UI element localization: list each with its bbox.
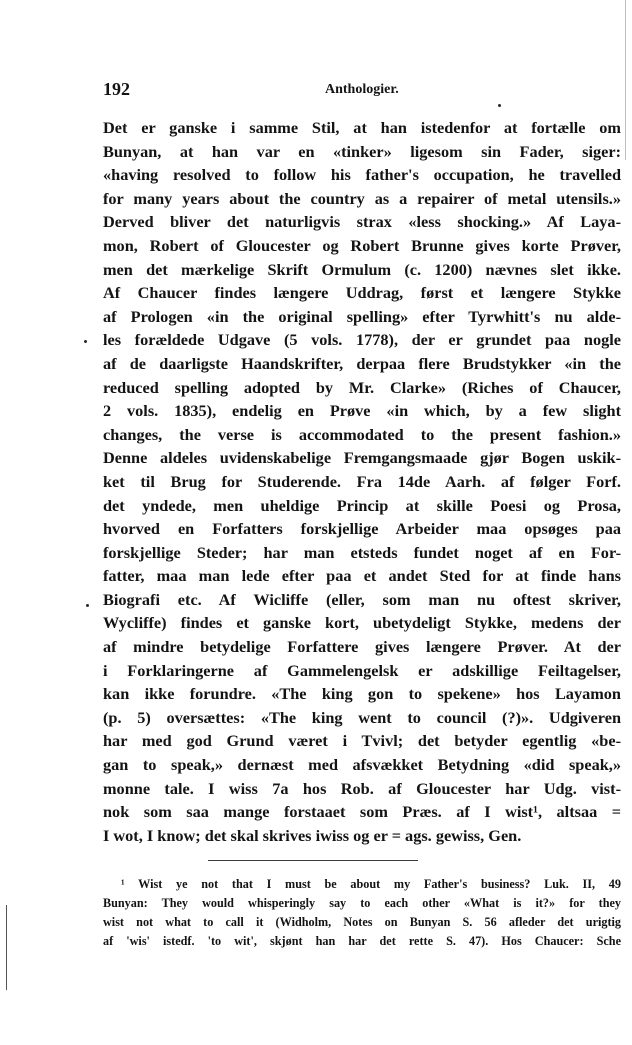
text-line: «having resolved to follow his father's occupation, he travelled — [103, 165, 621, 185]
text-line: les forældede Udgave (5 vols. 1778), der er grundet paa nogle — [103, 330, 621, 350]
text-line: af Prologen «in the original spelling» efter Tyrwhitt's nu alde- — [103, 306, 621, 326]
text-line: hvorved en Forfatters forskjellige Arbeider maa opsøges paa — [103, 519, 621, 539]
footnote-line: af 'wis' istedf. 'to wit', skjønt han har det rette S. 47). Hos Chaucer: Sche — [103, 934, 621, 948]
text-line: monne tale. I wiss 7a hos Rob. af Gloucester har Udg. vist- — [103, 778, 621, 798]
margin-dot — [84, 340, 87, 343]
text-line: reduced spelling adopted by Mr. Clarke» (Riches of Chaucer, — [103, 377, 621, 397]
text-line: af mindre betydelige Forfattere gives længere Prøver. At der — [103, 637, 621, 657]
running-title: Anthologier. — [325, 82, 399, 97]
text-line: i Forklaringerne af Gammelengelsk er adskillige Feiltagelser, — [103, 660, 621, 680]
text-line: Denne aldeles uvidenskabelige Fremgangsmaade gjør Bogen uskik- — [103, 448, 621, 468]
text-line: har med god Grund været i Tvivl; det betyder egentlig «be- — [103, 731, 621, 751]
text-line: (p. 5) oversættes: «The king went to council (?)». Udgiveren — [103, 707, 621, 727]
text-line: Af Chaucer findes længere Uddrag, først et længere Stykke — [103, 283, 621, 303]
margin-dot — [498, 104, 501, 107]
text-line: Bunyan, at han var en «tinker» ligesom sin Fader, siger: — [103, 141, 621, 161]
text-line: Derved bliver det naturligvis strax «less shocking.» Af Laya- — [103, 212, 621, 232]
page-number: 192 — [103, 79, 130, 99]
footnote-divider — [208, 860, 418, 861]
text-line: mon, Robert of Gloucester og Robert Brunne gives korte Prøver, — [103, 235, 621, 255]
text-line: I wot, I know; det skal skrives iwiss og er = ags. gewiss, Gen. — [103, 825, 522, 845]
text-line: Biografi etc. Af Wicliffe (eller, som man nu oftest skriver, — [103, 589, 621, 609]
footnote-line: wist not what to call it (Widholm, Notes on Bunyan S. 56 afleder det urigtig — [103, 915, 621, 929]
text-line: gan to speak,» dernæst med afsvækket Betydning «did speak,» — [103, 755, 621, 775]
text-line: 2 vols. 1835), endelig en Prøve «in which, by a few slight — [103, 401, 621, 421]
text-line: nok som saa mange forstaaet som Præs. af I wist¹, altsaa = — [103, 802, 621, 822]
text-line: forskjellige Steder; har man etsteds fundet noget af en For- — [103, 542, 621, 562]
text-line: af de daarligste Haandskrifter, derpaa flere Brudstykker «in the — [103, 353, 621, 373]
footnote-block — [103, 875, 621, 951]
text-line: for many years about the country as a repairer of metal utensils.» — [103, 188, 621, 208]
text-line: kan ikke forundre. «The king gon to spekene» hos Layamon — [103, 684, 621, 704]
text-line: changes, the verse is accommodated to the present fashion.» — [103, 424, 621, 444]
text-line: men det mærkelige Skrift Ormulum (c. 1200) nævnes slet ikke. — [103, 259, 621, 279]
left-margin-line — [6, 905, 7, 990]
text-line: Wycliffe) findes et ganske kort, ubetydeligt Stykke, medens der — [103, 613, 621, 633]
footnote-line: ¹ Wist ye not that I must be about my Father's business? Luk. II, 49 — [121, 877, 621, 891]
margin-dot — [86, 604, 89, 607]
footnote-line: Bunyan: They would whisperingly say to each other «What is it?» for they — [103, 896, 621, 910]
main-text-block — [103, 116, 621, 847]
text-line: ket til Brug for Studerende. Fra 14de Aarh. af følger Forf. — [103, 471, 621, 491]
text-line: det yndede, men uheldige Princip at skille Poesi og Prosa, — [103, 495, 621, 515]
text-line: Det er ganske i samme Stil, at han istedenfor at fortælle om — [103, 118, 621, 137]
right-margin-line — [625, 0, 626, 160]
text-line: fatter, maa man lede efter paa et andet Sted for at finde hans — [103, 566, 621, 586]
page-header — [103, 78, 626, 102]
